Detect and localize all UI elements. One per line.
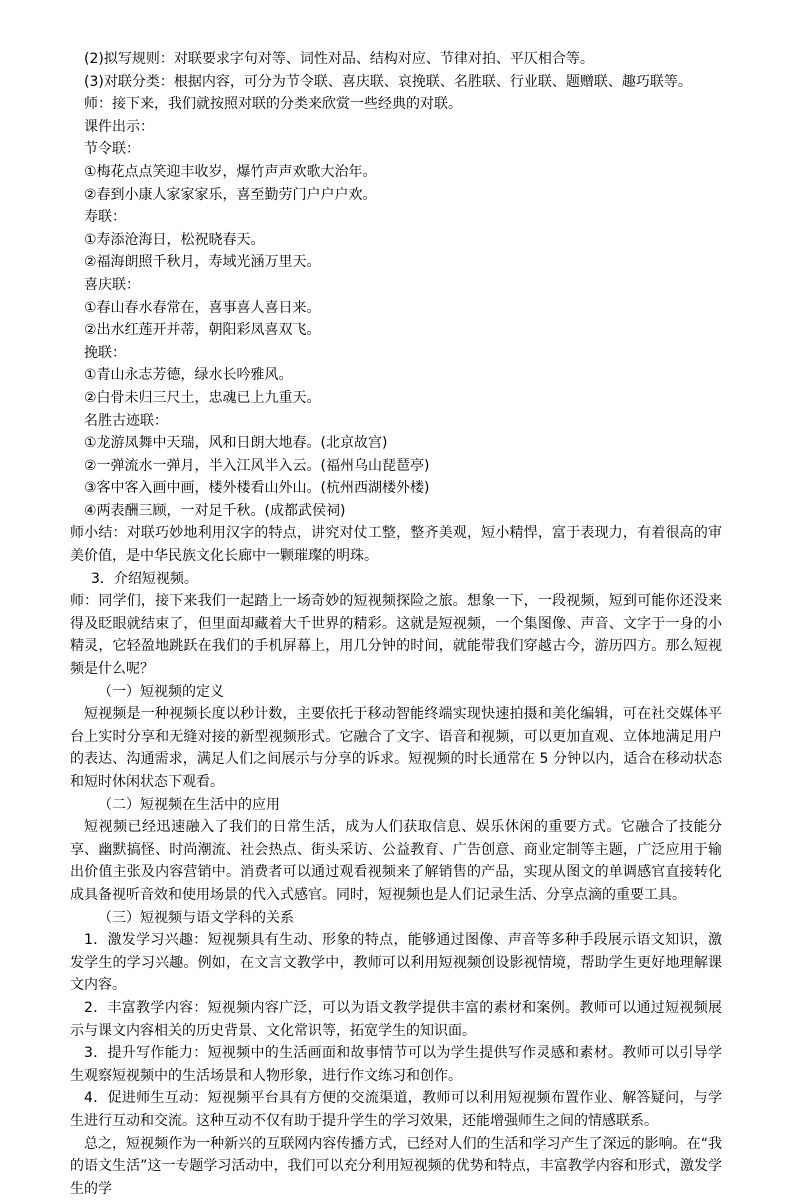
text-line: 师：接下来，我们就按照对联的分类来欣赏一些经典的对联。 bbox=[84, 93, 722, 116]
text-line: 课件出示： bbox=[84, 116, 722, 139]
text-line: 喜庆联： bbox=[84, 274, 722, 297]
couplet-section bbox=[84, 48, 722, 522]
text-line: ①龙游凤舞中天瑞，风和日朗大地春。(北京故宫) bbox=[84, 432, 722, 455]
text-line: ①春山春水春常在，喜事喜人喜日来。 bbox=[84, 297, 722, 320]
text-line: ②福海朗照千秋月，寿域光涵万里天。 bbox=[84, 251, 722, 274]
relation-point: 3．提升写作能力：短视频中的生活画面和故事情节可以为学生提供写作灵感和素材。教师可以引导学生观察短视频中的生活场景和人物形象，进行作文练习和创作。 bbox=[70, 1042, 722, 1087]
text-line: 节令联： bbox=[84, 138, 722, 161]
definition-paragraph: 短视频是一种视频长度以秒计数，主要依托于移动智能终端实现快速拍摄和美化编辑，可在社交媒体平台上实时分享和无缝对接的新型视频形式。它融合了文字、语音和视频，可以更加直观、立体地满足用户的表达、沟通需求，满足人们之间展示与分享的诉求。短视频的时长通常在 5 分钟以内，适合在移动状态和短时休闲状态下观看。 bbox=[70, 703, 722, 793]
text-line: ①寿添沧海日，松祝晓春天。 bbox=[84, 229, 722, 252]
text-line: ②出水红莲开并蒂，朝阳彩凤喜双飞。 bbox=[84, 319, 722, 342]
relation-point: 4．促进师生互动：短视频平台具有方便的交流渠道，教师可以利用短视频布置作业、解答疑问，与学生进行互动和交流。这种互动不仅有助于提升学生的学习效果，还能增强师生之间的情感联系。 bbox=[70, 1087, 722, 1132]
text-line: ②白骨未归三尺土，忠魂已上九重天。 bbox=[84, 387, 722, 410]
text-line: 寿联： bbox=[84, 206, 722, 229]
teacher-summary: 师小结：对联巧妙地利用汉字的特点，讲究对仗工整，整齐美观，短小精悍，富于表现力，有着很高的审美价值，是中华民族文化长廊中一颗璀璨的明珠。 bbox=[70, 522, 722, 567]
conclusion-paragraph: 总之，短视频作为一种新兴的互联网内容传播方式，已经对人们的生活和学习产生了深远的影响。在“我的语文生活”这一专题学习活动中，我们可以充分利用短视频的优势和特点，丰富教学内容和形式，激发学生的学 bbox=[70, 1133, 722, 1200]
relation-point: 2．丰富教学内容：短视频内容广泛，可以为语文教学提供丰富的素材和案例。教师可以通过短视频展示与课文内容相关的历史背景、文化常识等，拓宽学生的知识面。 bbox=[70, 997, 722, 1042]
text-line: ②春到小康人家家家乐，喜至勤劳门户户户欢。 bbox=[84, 184, 722, 207]
text-line: (3)对联分类：根据内容，可分为节令联、喜庆联、哀挽联、名胜联、行业联、题赠联、趣巧联等。 bbox=[84, 71, 722, 94]
relation-heading: （三）短视频与语文学科的关系 bbox=[84, 907, 722, 930]
intro-paragraph: 师：同学们，接下来我们一起踏上一场奇妙的短视频探险之旅。想象一下，一段视频，短到可能你还没来得及眨眼就结束了，但里面却藏着大千世界的精彩。这就是短视频，一个集图像、声音、文字于一身的小精灵，它轻盈地跳跃在我们的手机屏幕上，用几分钟的时间，就能带我们穿越古今，游历四方。那么短视频是什么呢？ bbox=[70, 590, 722, 680]
document-page bbox=[84, 48, 722, 1200]
definition-heading: （一）短视频的定义 bbox=[84, 681, 722, 704]
relation-point: 1．激发学习兴趣：短视频具有生动、形象的特点，能够通过图像、声音等多种手段展示语文知识，激发学生的学习兴趣。例如，在文言文教学中，教师可以利用短视频创设影视情境，帮助学生更好地理解课文内容。 bbox=[70, 929, 722, 997]
text-line: ①青山永志芳德，绿水长吟雅风。 bbox=[84, 364, 722, 387]
text-line: 名胜古迹联： bbox=[84, 410, 722, 433]
text-line: ③客中客入画中画，楼外楼看山外山。(杭州西湖楼外楼) bbox=[84, 477, 722, 500]
application-heading: （二）短视频在生活中的应用 bbox=[84, 794, 722, 817]
text-line: (2)拟写规则：对联要求字句对等、词性对品、结构对应、节律对拍、平仄相合等。 bbox=[84, 48, 722, 71]
text-line: ②一弹流水一弹月，半入江风半入云。(福州乌山琵琶亭) bbox=[84, 455, 722, 478]
text-line: ①梅花点点笑迎丰收岁，爆竹声声欢歌大治年。 bbox=[84, 161, 722, 184]
text-line: 挽联： bbox=[84, 342, 722, 365]
application-paragraph: 短视频已经迅速融入了我们的日常生活，成为人们获取信息、娱乐休闲的重要方式。它融合了技能分享、幽默搞怪、时尚潮流、社会热点、街头采访、公益教育、广告创意、商业定制等主题，广泛应用于输出价值主张及内容营销中。消费者可以通过观看视频来了解销售的产品，实现从图文的单调感官直接转化成具备视听音效和使用场景的代入式感官。同时，短视频也是人们记录生活、分享点滴的重要工具。 bbox=[70, 816, 722, 906]
section-heading: 3．介绍短视频。 bbox=[84, 568, 722, 591]
text-line: ④两表酬三顾，一对足千秋。(成都武侯祠) bbox=[84, 500, 722, 523]
